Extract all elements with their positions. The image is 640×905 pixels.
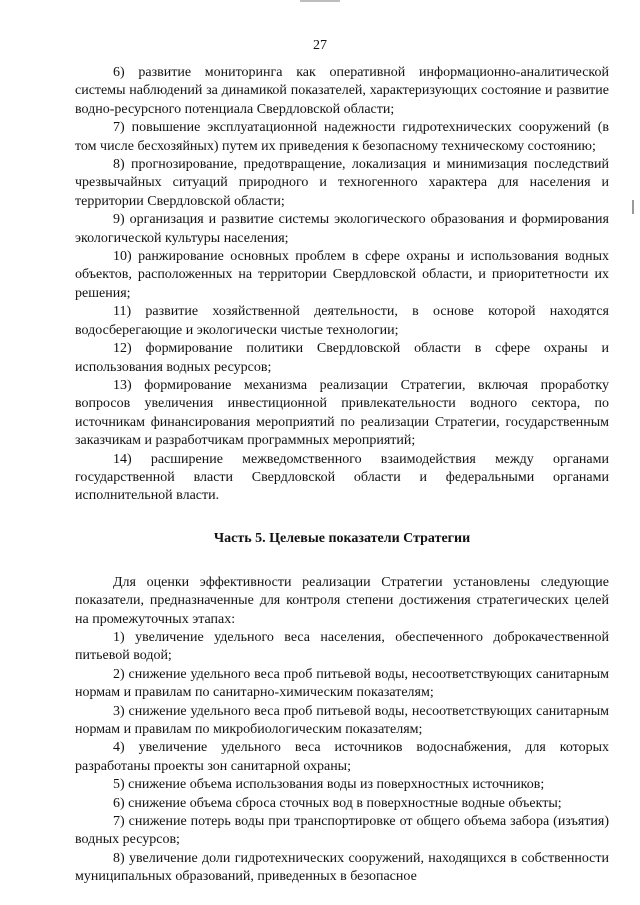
list-item: 8) прогнозирование, предотвращение, локализация и минимизация последствий чрезвычайных ситуаций природного и техногенного характера для населения и территории Свердловской области; bbox=[75, 157, 609, 209]
list-item: 14) расширение межведомственного взаимодействия между органами государственной власти Свердловской области и федеральными органами исполнительной власти. bbox=[75, 451, 609, 504]
scan-edge-mark bbox=[300, 0, 340, 2]
intro-paragraph: Для оценки эффективности реализации Стратегии установлены следующие показатели, предназначенные для контроля степени достижения стратегических целей на промежуточных этапах: bbox=[75, 574, 609, 627]
list-item: 7) снижение потерь воды при транспортировке от общего объема забора (изъятия) водных ресурсов; bbox=[75, 814, 609, 848]
section-heading: Часть 5. Целевые показатели Стратегии bbox=[213, 530, 471, 546]
list-item: 13) формирование механизма реализации Стратегии, включая проработку вопросов увеличения инвестиционной привлекательности водного сектора, по источникам финансирования мероприятий по реализации Стратегии, государственным заказчикам и разработчикам программных мероприятий; bbox=[75, 377, 609, 449]
list-item: 3) снижение удельного веса проб питьевой воды, несоответствующих санитарным нормам и правилам по микробиологическим показателям; bbox=[75, 703, 609, 737]
list-item: 5) снижение объема использования воды из поверхностных источников; bbox=[113, 777, 545, 793]
list-item: 2) снижение удельного веса проб питьевой воды, несоответствующих санитарным нормам и правилам по санитарно-химическим показателям; bbox=[75, 666, 609, 701]
list-item: 7) повышение эксплуатационной надежности гидротехнических сооружений (в том числе бесхозяйных) путем их приведения к безопасному техническому состоянию; bbox=[75, 120, 609, 154]
list-item: 10) ранжирование основных проблем в сфере охраны и использования водных объектов, расположенных на территории Свердловской области, и приоритетности их решения; bbox=[75, 249, 609, 301]
list-item: 11) развитие хозяйственной деятельности, в основе которой находятся водосберегающие и экологически чистые технологии; bbox=[75, 304, 609, 338]
page-body bbox=[75, 64, 609, 887]
list-item: 4) увеличение удельного веса источников водоснабжения, для которых разработаны проекты зон санитарной охраны; bbox=[75, 740, 609, 774]
page-number: 27 bbox=[313, 38, 327, 53]
list-item: 9) организация и развитие системы экологического образования и формирования экологической культуры населения; bbox=[75, 212, 609, 246]
scan-edge-mark bbox=[632, 200, 634, 214]
list-item: 12) формирование политики Свердловской области в сфере охраны и использования водных ресурсов; bbox=[75, 341, 609, 375]
list-item: 1) увеличение удельного веса населения, обеспеченного доброкачественной питьевой водой; bbox=[75, 629, 609, 664]
list-item: 8) увеличение доли гидротехнических сооружений, находящихся в собственности муниципальных образований, приведенных в безопасное bbox=[75, 850, 609, 885]
list-item: 6) снижение объема сброса сточных вод в поверхностные водные объекты; bbox=[113, 795, 562, 811]
list-item: 6) развитие мониторинга как оперативной информационно-аналитической системы наблюдений за динамикой показателей, характеризующих состояние и развитие водно-ресурсного потенциала Свердловской области; bbox=[75, 65, 609, 117]
